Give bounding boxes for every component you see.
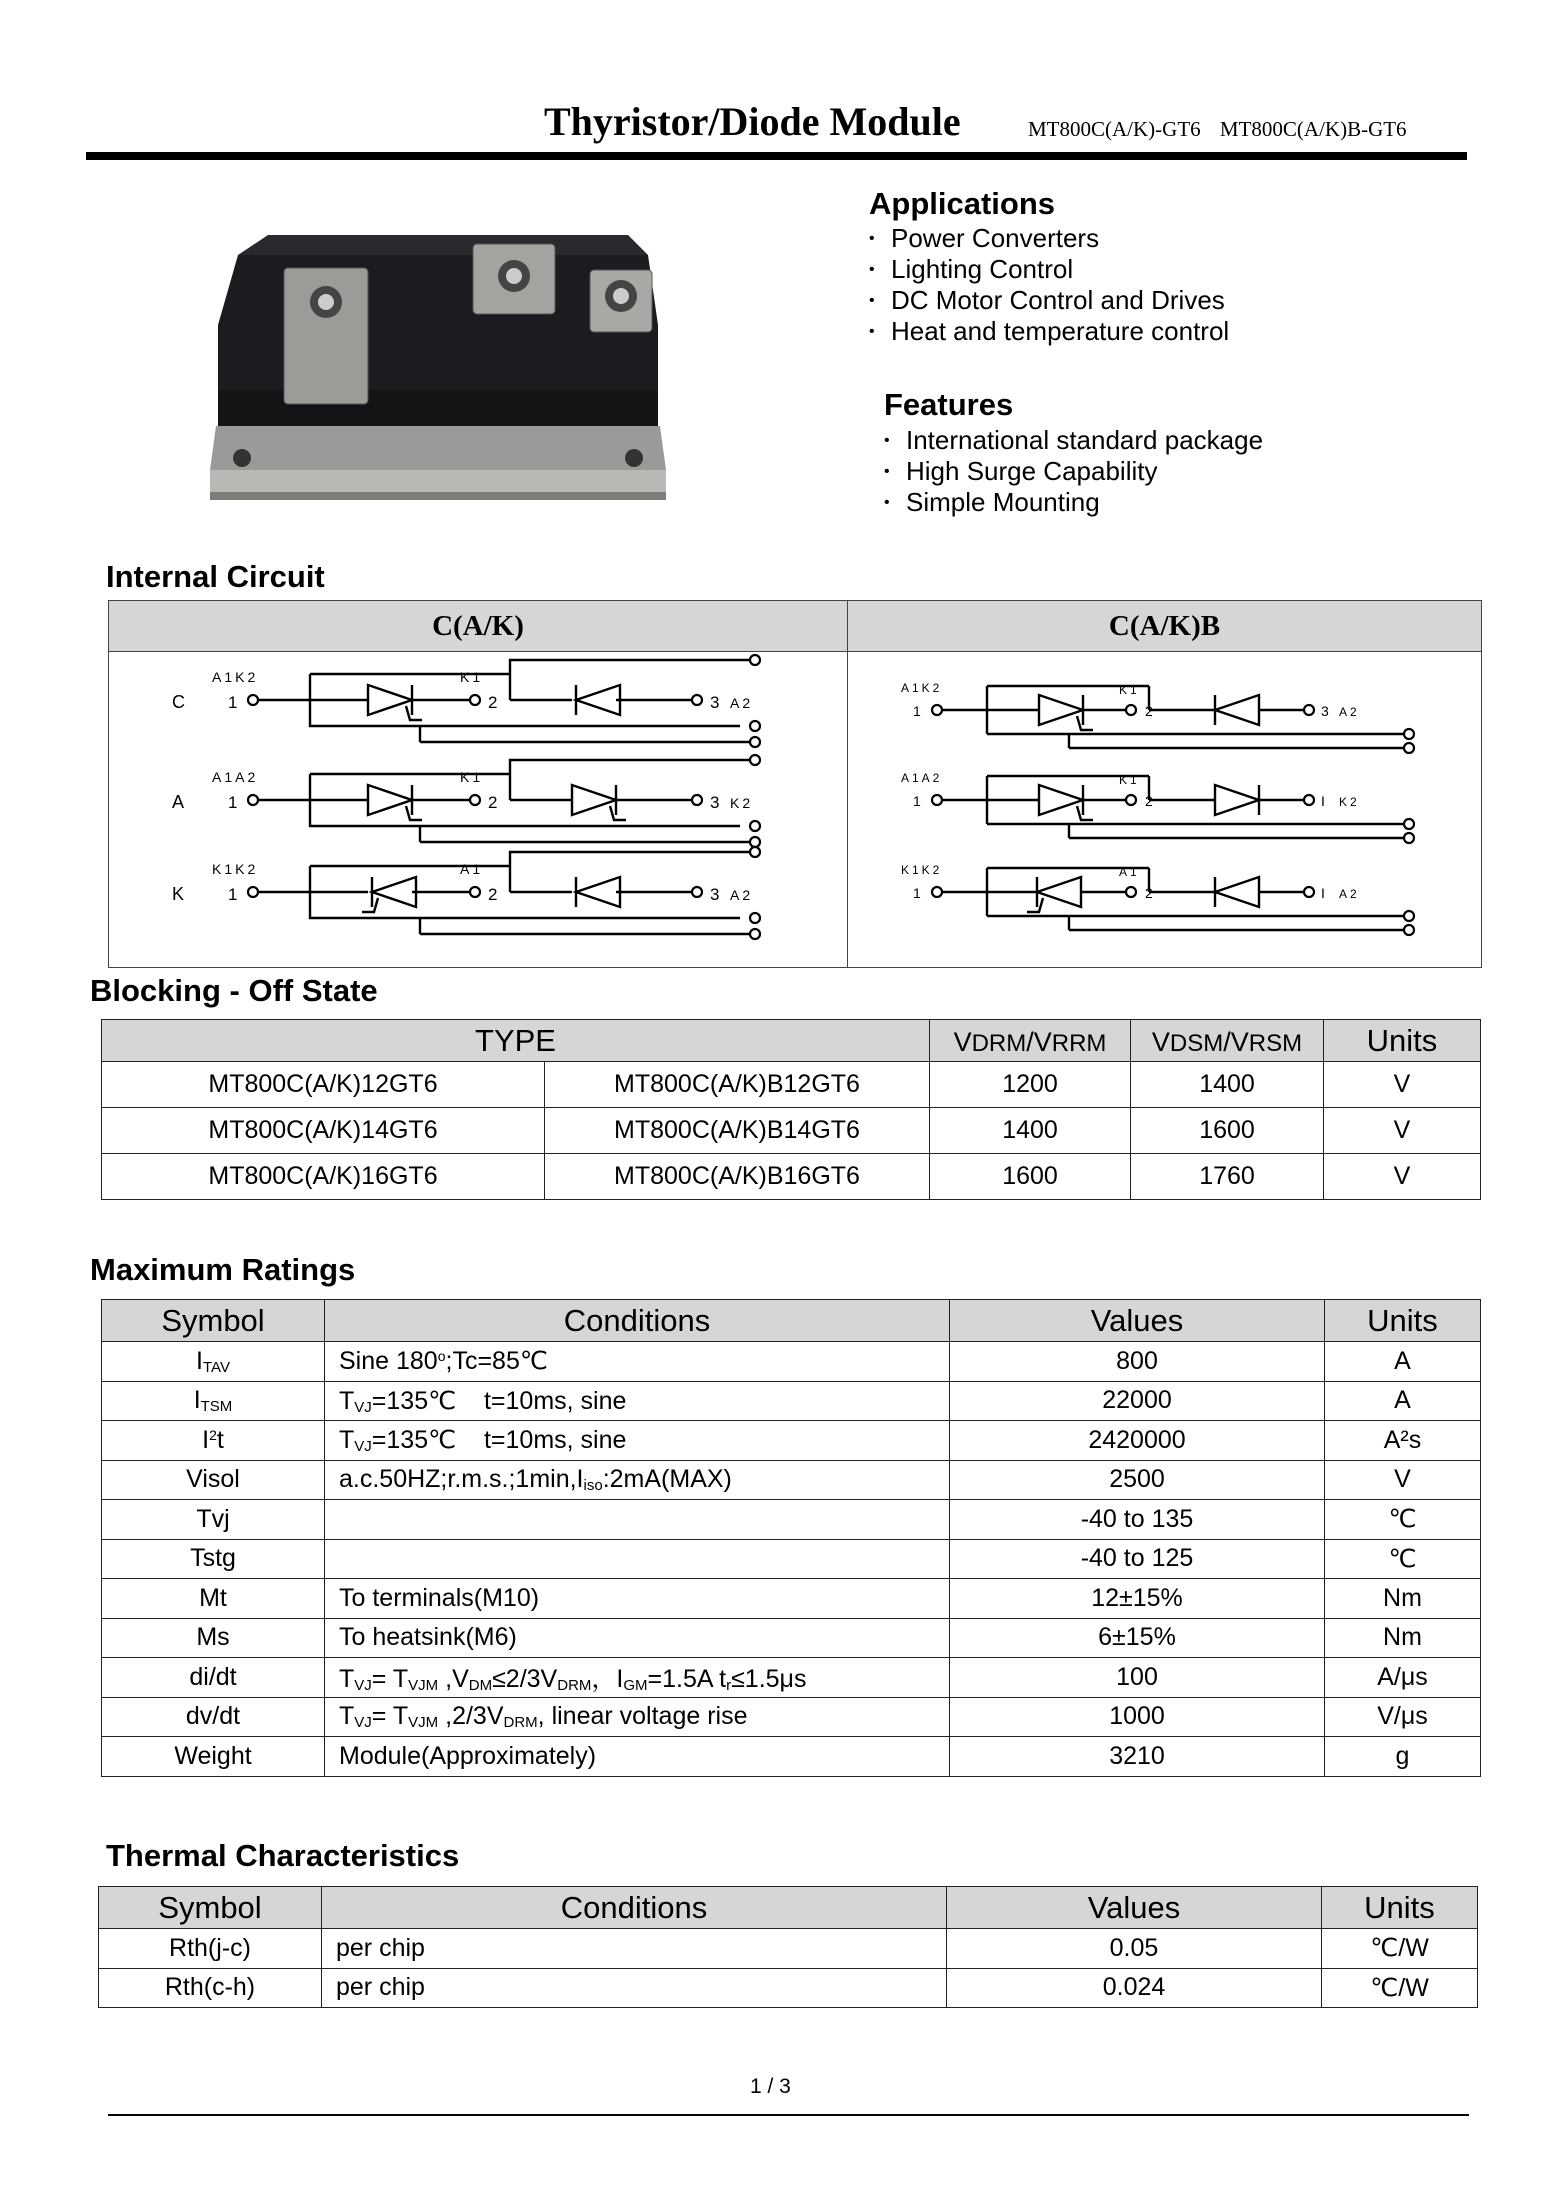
header-rule [86, 152, 1467, 160]
svg-text:1: 1 [228, 885, 241, 904]
svg-text:A1: A1 [460, 861, 484, 877]
header-units: Units [1325, 1300, 1481, 1342]
svg-text:K1: K1 [1118, 773, 1140, 787]
table-row: Ms To heatsink(M6) 6±15% Nm [102, 1618, 1481, 1658]
max-ratings-table [101, 1299, 1481, 1777]
svg-text:A1K2: A1K2 [900, 681, 942, 695]
svg-text:A2: A2 [730, 695, 754, 711]
footer-rule [108, 2114, 1469, 2116]
svg-text:K1K2: K1K2 [900, 863, 942, 877]
circuit-diagram-b [849, 652, 1481, 960]
list-item: • Heat and temperature control [869, 316, 1229, 347]
svg-text:3: 3 [1320, 703, 1332, 719]
svg-text:2: 2 [488, 885, 501, 904]
table-row: MT800C(A/K)12GT6 MT800C(A/K)B12GT6 1200 1400 V [102, 1062, 1481, 1108]
table-row: MT800C(A/K)14GT6 MT800C(A/K)B14GT6 1400 1600 V [102, 1108, 1481, 1154]
table-row: Weight Module(Approximately) 3210 g [102, 1737, 1481, 1777]
svg-text:K: K [172, 884, 188, 904]
svg-text:K2: K2 [1338, 795, 1360, 809]
svg-text:A1: A1 [1118, 865, 1140, 879]
thermal-title: Thermal Characteristics [106, 1838, 460, 1873]
table-row: Rth(j-c) per chip 0.05 ℃/W [99, 1929, 1478, 1969]
header-conditions: Conditions [325, 1300, 950, 1342]
circuit-col-2: C(A/K)B [848, 601, 1482, 652]
page-number: 1 / 3 [750, 2075, 791, 2098]
header-units: Units [1324, 1020, 1481, 1062]
header-type: TYPE [102, 1020, 930, 1062]
applications-list [869, 223, 1229, 347]
svg-text:K1: K1 [460, 769, 484, 785]
list-item: • Simple Mounting [884, 487, 1263, 518]
model-1: MT800C(A/K)-GT6 [1028, 117, 1201, 141]
module-photo [178, 230, 678, 520]
svg-text:1: 1 [228, 693, 241, 712]
svg-text:K1K2: K1K2 [212, 861, 259, 877]
max-ratings-title: Maximum Ratings [90, 1252, 356, 1287]
model-numbers [1028, 117, 1407, 142]
internal-circuit-table [108, 600, 1482, 968]
list-item: • Lighting Control [869, 254, 1229, 285]
table-row: Tstg -40 to 125 ℃ [102, 1539, 1481, 1579]
table-row: $I_{TSM}$ $T_{VJ}=135℃$ t=10ms, sine 22000 A [102, 1381, 1481, 1421]
table-row: Visol $a.c.50HZ;r.m.s.;1\min,I_{iso}:2mA(MAX)$ 2500 V [102, 1460, 1481, 1500]
blocking-title: Blocking - Off State [90, 973, 378, 1008]
features-list [884, 425, 1263, 518]
svg-text:I: I [1320, 885, 1328, 901]
svg-text:3: 3 [710, 693, 723, 712]
header-units: Units [1322, 1887, 1478, 1929]
svg-text:I: I [1320, 793, 1328, 809]
svg-text:A1A2: A1A2 [212, 769, 259, 785]
model-2: MT800C(A/K)B-GT6 [1219, 117, 1407, 141]
applications-title: Applications [869, 186, 1056, 221]
header-values: Values [950, 1300, 1325, 1342]
header-symbol: Symbol [102, 1300, 325, 1342]
svg-text:A2: A2 [1338, 705, 1360, 719]
svg-text:1: 1 [228, 793, 241, 812]
svg-text:A2: A2 [1338, 887, 1360, 901]
svg-text:3: 3 [710, 885, 723, 904]
circuit-col-1: C(A/K) [109, 601, 848, 652]
page-title: Thyristor/Diode Module [544, 99, 961, 144]
svg-text:K1: K1 [460, 669, 484, 685]
list-item: • International standard package [884, 425, 1263, 456]
internal-circuit-title: Internal Circuit [106, 559, 325, 594]
svg-text:2: 2 [1144, 793, 1156, 809]
svg-text:2: 2 [1144, 703, 1156, 719]
features-title: Features [884, 387, 1014, 422]
svg-text:2: 2 [1144, 885, 1156, 901]
table-row: di/dt $T_{VJ}= T_{VJM}$ $,V_{DM}\le 2/3V_{DRM}$，$I_{GM}=1.5A$ $t_r\le 1.5\mu s$ 100 A/μs [102, 1658, 1481, 1698]
header-symbol: Symbol [99, 1887, 322, 1929]
svg-text:C: C [172, 692, 188, 712]
table-row: Mt To terminals(M10) 12±15% Nm [102, 1579, 1481, 1619]
svg-text:K2: K2 [730, 795, 754, 811]
table-row: dv/dt $T_{VJ}= T_{VJM}$ $,2/3V_{DRM}$, linear voltage rise 1000 V/μs [102, 1697, 1481, 1737]
svg-text:A2: A2 [730, 887, 754, 903]
svg-text:A1K2: A1K2 [212, 669, 259, 685]
svg-text:1: 1 [912, 885, 924, 901]
svg-text:A1A2: A1A2 [900, 771, 942, 785]
table-row: Rth(c-h) per chip 0.024 ℃/W [99, 1968, 1478, 2008]
svg-text:1: 1 [912, 793, 924, 809]
svg-text:K1: K1 [1118, 683, 1140, 697]
header-vdsm: VDSM/VRSM [1131, 1020, 1324, 1062]
list-item: • DC Motor Control and Drives [869, 285, 1229, 316]
svg-text:2: 2 [488, 793, 501, 812]
header-values: Values [947, 1887, 1322, 1929]
blocking-table [101, 1019, 1481, 1200]
table-row: $I^2t$ $T_{VJ}=135℃$ t=10ms, sine 2420000 A²s [102, 1421, 1481, 1461]
table-row: MT800C(A/K)16GT6 MT800C(A/K)B16GT6 1600 1760 V [102, 1154, 1481, 1200]
header-conditions: Conditions [322, 1887, 947, 1929]
thermal-table [98, 1886, 1478, 2008]
svg-text:3: 3 [710, 793, 723, 812]
svg-text:1: 1 [912, 703, 924, 719]
table-row: Tvj -40 to 135 ℃ [102, 1500, 1481, 1540]
svg-text:A: A [172, 792, 188, 812]
svg-text:2: 2 [488, 693, 501, 712]
circuit-diagram-standard [110, 652, 846, 960]
header-vdrm: VDRM/VRRM [930, 1020, 1131, 1062]
list-item: • High Surge Capability [884, 456, 1263, 487]
list-item: • Power Converters [869, 223, 1229, 254]
table-row: $I_{TAV}$ Sine $180^o;Tc=85℃$ 800 A [102, 1342, 1481, 1382]
